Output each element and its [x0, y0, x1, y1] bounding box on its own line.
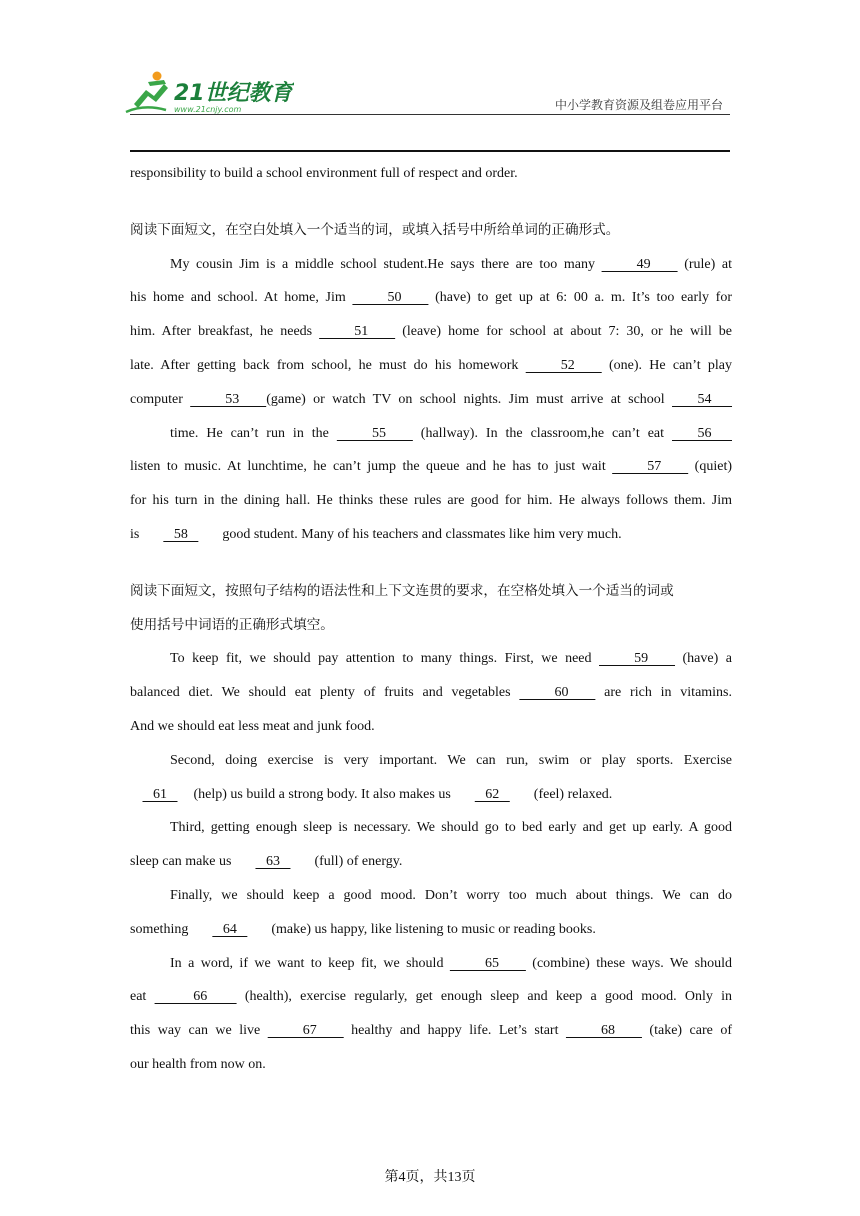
passage-line	[130, 879, 732, 913]
passage-text: (health), exercise regularly, get enough sleep and keep a good mood. Only in	[236, 989, 732, 1005]
passage-text: (feel) relaxed.	[530, 786, 613, 802]
passage-text: our health from now on.	[130, 1056, 266, 1072]
section2-instruction-line-2: 使用括号中词语的正确形式填空。	[130, 616, 334, 633]
passage-text: late. After getting back from school, he must do his homework	[130, 357, 526, 373]
content-top-divider	[130, 150, 730, 152]
passage-text: Third, getting enough sleep is necessary. We should go to bed early and get up early. A good	[170, 820, 732, 836]
passage-text: time. He can’t run in the	[170, 425, 337, 441]
answer-blank-53[interactable]: 53	[190, 391, 267, 407]
answer-blank-65[interactable]: 65	[449, 955, 526, 971]
answer-blank-64[interactable]: 64	[212, 921, 248, 937]
passage-text: are rich in vitamins.	[595, 685, 733, 701]
passage-line	[130, 315, 732, 349]
passage-line	[130, 1014, 732, 1048]
answer-blank-52[interactable]: 52	[525, 357, 602, 373]
passage-line	[130, 947, 732, 981]
answer-blank-66[interactable]: 66	[154, 989, 237, 1005]
answer-blank-63[interactable]: 63	[255, 854, 291, 870]
section2-instruction-line-1: 阅读下面短文，按照句子结构的语法性和上下文连贯的要求，在空格处填入一个适当的词或	[130, 582, 674, 599]
answer-blank-62[interactable]: 62	[474, 786, 510, 802]
passage-text: (make) us happy, like listening to music or reading books.	[267, 921, 596, 937]
passage-text: sleep can make us	[130, 854, 235, 870]
answer-blank-61[interactable]: 61	[142, 786, 178, 802]
passage-line	[130, 383, 732, 417]
answer-blank-50[interactable]: 50	[352, 290, 429, 306]
passage-text: To keep fit, we should pay attention to many things. First, we need	[170, 651, 600, 667]
passage-text: listen to music. At lunchtime, he can’t jump the queue and he has to just wait	[130, 459, 613, 475]
passage-text: My cousin Jim is a middle school student.He says there are too many	[170, 256, 602, 272]
answer-blank-54[interactable]: 54	[672, 391, 733, 407]
answer-blank-67[interactable]: 67	[267, 1023, 344, 1039]
passage-text: him. After breakfast, he needs	[130, 324, 320, 340]
answer-blank-49[interactable]: 49	[601, 256, 678, 272]
passage-line	[130, 744, 732, 778]
passage-line	[130, 281, 732, 315]
passage-text: computer	[130, 391, 191, 407]
page-header	[0, 0, 860, 160]
section1-passage	[130, 248, 732, 552]
passage-line	[130, 980, 732, 1014]
answer-blank-51[interactable]: 51	[319, 324, 396, 340]
passage-line	[130, 913, 732, 947]
passage-line	[130, 778, 732, 812]
svg-text:21世纪教育: 21世纪教育	[174, 81, 293, 106]
passage-text: Second, doing exercise is very important. We can run, swim or play sports. Exercise	[170, 752, 732, 768]
passage-line	[130, 248, 732, 282]
passage-text: In a word, if we want to keep fit, we should	[170, 955, 450, 971]
section2-passage	[130, 642, 732, 1081]
page-footer: 第4页，共13页	[384, 1170, 476, 1185]
passage-line	[130, 811, 732, 845]
passage-line	[130, 642, 732, 676]
header-divider	[130, 114, 730, 115]
passage-text: (have) a	[675, 651, 732, 667]
passage-text: (full) of energy.	[310, 854, 403, 870]
answer-blank-58[interactable]: 58	[163, 526, 199, 542]
passage-text: something	[130, 921, 192, 937]
passage-text: (take) care of	[641, 1023, 733, 1039]
passage-line	[130, 518, 732, 552]
passage-text: Finally, we should keep a good mood. Don’t worry too much about things. We can do	[170, 887, 732, 903]
passage-text: eat	[130, 989, 155, 1005]
answer-blank-56[interactable]: 56	[672, 425, 732, 441]
answer-blank-68[interactable]: 68	[565, 1023, 642, 1039]
passage-line	[130, 417, 732, 451]
passage-text: balanced diet. We should eat plenty of fruits and vegetables	[130, 685, 520, 701]
answer-blank-60[interactable]: 60	[519, 685, 596, 701]
passage-text: (hallway). In the classroom,he can’t eat	[412, 425, 672, 441]
passage-line	[130, 1048, 732, 1082]
answer-blank-57[interactable]: 57	[612, 459, 689, 475]
passage-text: (rule) at	[677, 256, 732, 272]
21cnjy-logo	[124, 70, 294, 116]
carryover-text: responsibility to build a school environment full of respect and order.	[130, 166, 518, 181]
answer-blank-55[interactable]: 55	[336, 425, 413, 441]
passage-text: (quiet)	[688, 459, 732, 475]
passage-text: this way can we live	[130, 1023, 268, 1039]
passage-text: good student. Many of his teachers and classmates like him very much.	[218, 526, 622, 542]
passage-text: (one). He can’t play	[601, 357, 732, 373]
page-content	[130, 157, 732, 1082]
passage-line	[130, 845, 732, 879]
passage-text: his home and school. At home, Jim	[130, 290, 353, 306]
passage-text: (help) us build a strong body. It also makes us	[190, 786, 455, 802]
passage-line	[130, 349, 732, 383]
svg-text:www.21cnjy.com: www.21cnjy.com	[174, 105, 242, 114]
passage-line	[130, 450, 732, 484]
passage-text: (game) or watch TV on school nights. Jim must arrive at school	[266, 391, 673, 407]
passage-text: for his turn in the dining hall. He thinks these rules are good for him. He always follows them. Jim	[130, 493, 732, 509]
passage-text: (combine) these ways. We should	[525, 955, 732, 971]
passage-text: And we should eat less meat and junk food.	[130, 718, 375, 734]
section1-instruction: 阅读下面短文，在空白处填入一个适当的词，或填入括号中所给单词的正确形式。	[130, 221, 620, 238]
passage-text: is	[130, 526, 143, 542]
platform-name: 中小学教育资源及组卷应用平台	[554, 98, 723, 112]
passage-text: (leave) home for school at about 7: 30, or he will be	[395, 324, 732, 340]
passage-text: (have) to get up at 6: 00 a. m. It’s too early for	[428, 290, 732, 306]
passage-text: healthy and happy life. Let’s start	[343, 1023, 566, 1039]
passage-line	[130, 710, 732, 744]
answer-blank-59[interactable]: 59	[599, 651, 676, 667]
passage-line	[130, 676, 732, 710]
passage-line	[130, 484, 732, 518]
